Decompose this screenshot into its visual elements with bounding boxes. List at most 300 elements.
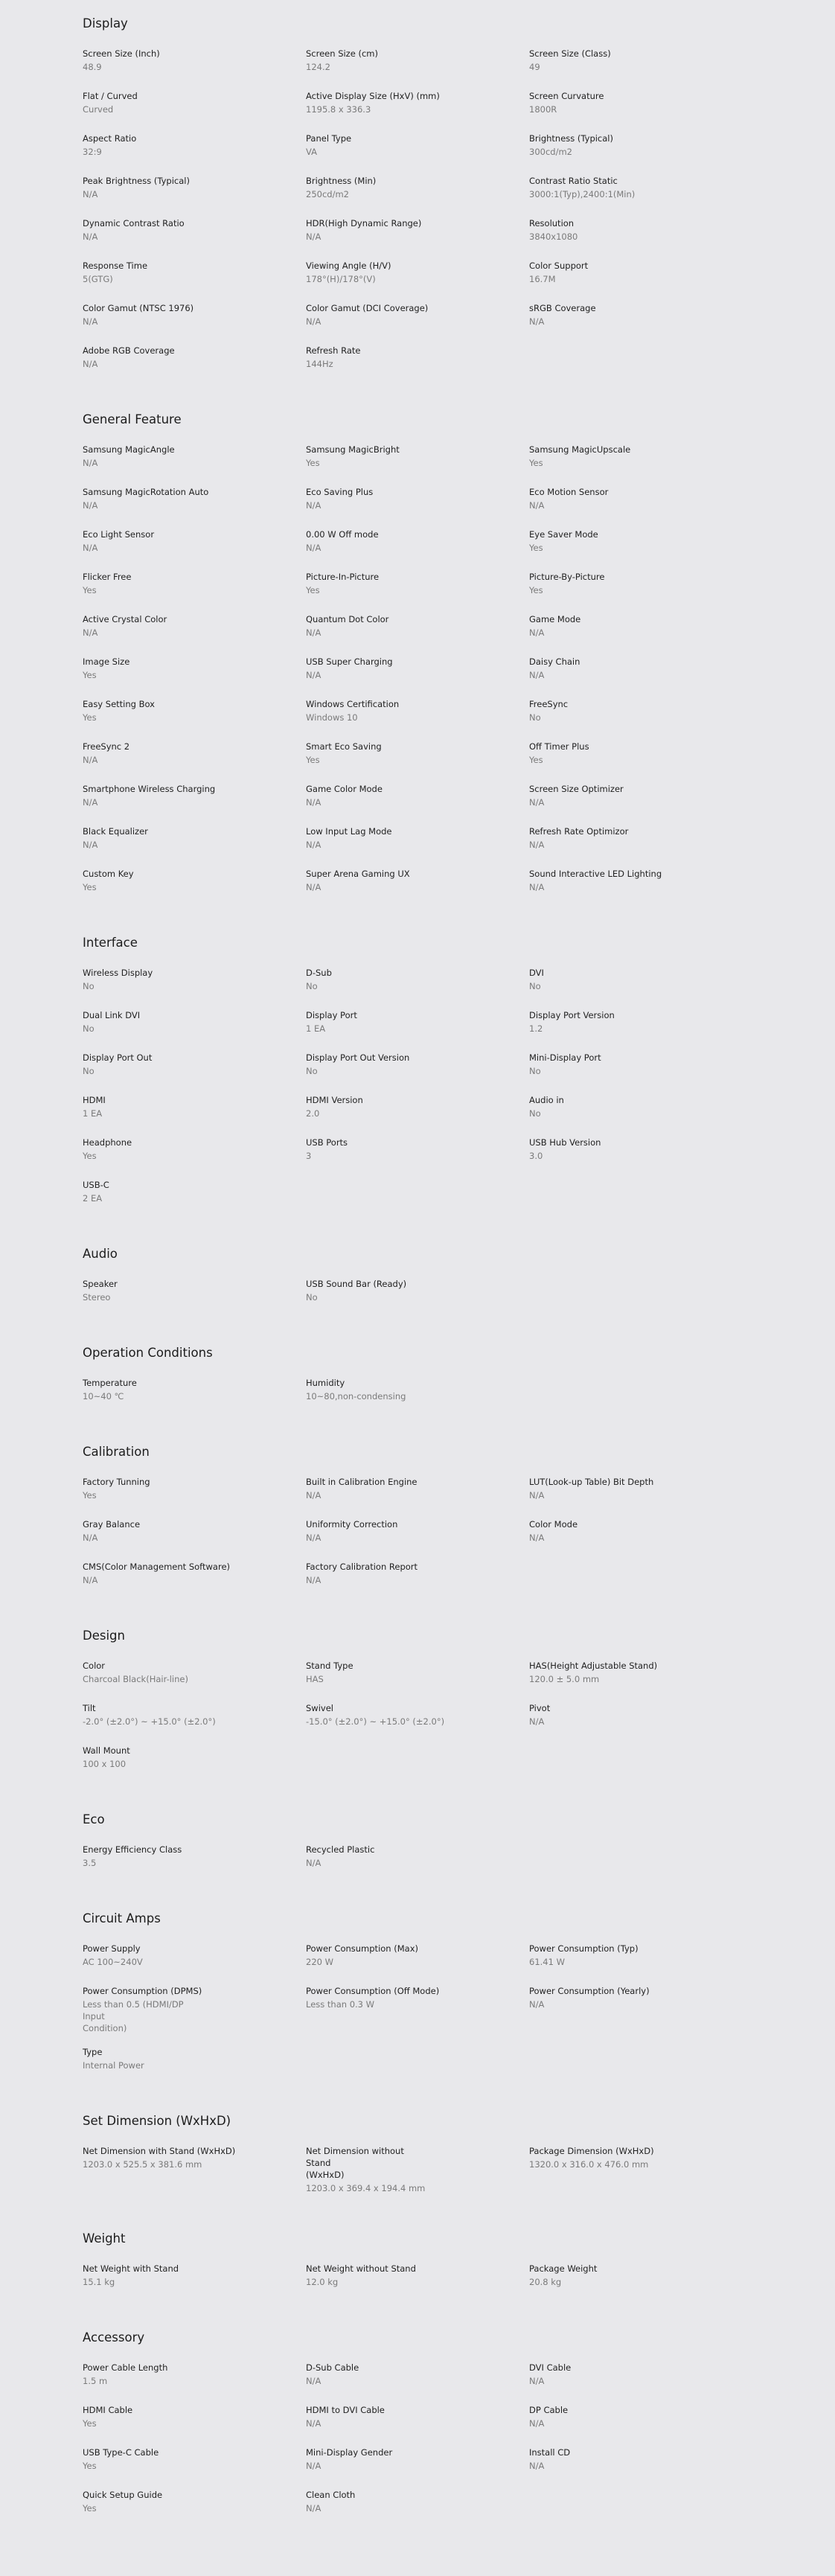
spec-item xyxy=(306,132,529,163)
spec-item xyxy=(306,175,529,205)
spec-label: Factory Calibration Report xyxy=(306,1562,418,1572)
spec-label: Black Equalizer xyxy=(83,826,148,837)
spec-label: Display Port xyxy=(306,1010,357,1020)
spec-label: Power Consumption (Max) xyxy=(306,1943,418,1954)
spec-item xyxy=(529,825,752,856)
spec-label: Adobe RGB Coverage xyxy=(83,345,175,356)
spec-label: Headphone xyxy=(83,1137,132,1148)
spec-item xyxy=(306,260,529,290)
spec-value: 20.8 kg xyxy=(529,2277,562,2287)
spec-value: N/A xyxy=(529,316,545,327)
spec-grid xyxy=(83,1377,752,1419)
spec-value: N/A xyxy=(306,500,321,511)
spec-item xyxy=(83,1844,306,1874)
spec-grid xyxy=(83,2263,752,2305)
spec-label: Windows Certification xyxy=(306,699,400,709)
spec-item xyxy=(306,825,529,856)
spec-label: Picture-By-Picture xyxy=(529,572,605,582)
spec-item xyxy=(83,1476,306,1506)
spec-label: Eye Saver Mode xyxy=(529,529,598,540)
spec-label: USB Ports xyxy=(306,1137,348,1148)
spec-value: N/A xyxy=(529,2376,545,2386)
spec-label: Contrast Ratio Static xyxy=(529,176,618,186)
spec-value: N/A xyxy=(306,2376,321,2386)
spec-item xyxy=(529,528,752,559)
spec-label: Samsung MagicBright xyxy=(306,444,400,455)
spec-value: N/A xyxy=(83,543,98,553)
spec-value: 16.7M xyxy=(529,274,556,284)
spec-label: FreeSync 2 xyxy=(83,741,130,752)
spec-label: Type xyxy=(83,2047,103,2057)
spec-label: Brightness (Min) xyxy=(306,176,377,186)
spec-item xyxy=(306,1943,529,1973)
spec-value: 3.0 xyxy=(529,1151,543,1161)
spec-value: N/A xyxy=(306,1490,321,1500)
spec-label: Custom Key xyxy=(83,869,134,879)
spec-item xyxy=(83,217,306,248)
spec-label: Humidity xyxy=(306,1378,345,1388)
spec-item xyxy=(306,48,529,78)
spec-label: Net Dimension without Stand (WxHxD) xyxy=(306,2146,404,2180)
spec-item xyxy=(306,528,529,559)
spec-item xyxy=(83,2263,306,2293)
spec-item xyxy=(83,2145,306,2194)
section-title: Weight xyxy=(83,2231,126,2246)
spec-label: sRGB Coverage xyxy=(529,303,596,313)
spec-value: Internal Power xyxy=(83,2060,144,2071)
spec-item xyxy=(529,1476,752,1506)
spec-item xyxy=(529,175,752,205)
spec-value: N/A xyxy=(83,189,98,199)
spec-value: N/A xyxy=(83,755,98,765)
spec-value: N/A xyxy=(306,543,321,553)
spec-label: Package Dimension (WxHxD) xyxy=(529,2146,654,2156)
spec-label: Image Size xyxy=(83,656,130,667)
spec-item xyxy=(529,486,752,517)
spec-value: N/A xyxy=(529,840,545,850)
spec-value: N/A xyxy=(306,316,321,327)
section-title: Eco xyxy=(83,1812,105,1826)
spec-value: 1203.0 x 525.5 x 381.6 mm xyxy=(83,2159,202,2170)
spec-item xyxy=(306,1561,529,1591)
spec-value: No xyxy=(306,1292,318,1303)
spec-value: 1800R xyxy=(529,104,557,115)
spec-item xyxy=(83,783,306,814)
spec-label: HDMI xyxy=(83,1095,106,1105)
spec-grid xyxy=(83,1476,752,1603)
spec-item xyxy=(529,302,752,333)
spec-value: 1203.0 x 369.4 x 194.4 mm xyxy=(306,2183,426,2193)
spec-item xyxy=(83,2046,306,2077)
spec-value: Yes xyxy=(306,458,320,468)
spec-value: Yes xyxy=(83,882,97,892)
spec-value: N/A xyxy=(529,1716,545,1727)
spec-label: Net Weight with Stand xyxy=(83,2263,179,2274)
spec-value: Yes xyxy=(529,585,543,595)
spec-item xyxy=(83,1943,306,1973)
spec-value: 49 xyxy=(529,62,540,72)
spec-item xyxy=(83,260,306,290)
spec-value: N/A xyxy=(529,1490,545,1500)
spec-grid xyxy=(83,444,752,910)
spec-section-calibration xyxy=(83,1445,752,1603)
spec-item xyxy=(306,1660,529,1690)
spec-label: HDMI to DVI Cable xyxy=(306,2405,385,2415)
spec-label: Gray Balance xyxy=(83,1519,141,1530)
spec-item xyxy=(83,2489,306,2519)
spec-item xyxy=(529,2404,752,2435)
spec-item xyxy=(83,48,306,78)
spec-value: 120.0 ± 5.0 mm xyxy=(529,1674,600,1684)
spec-item xyxy=(83,2404,306,2435)
spec-item xyxy=(83,175,306,205)
spec-value: Yes xyxy=(306,755,320,765)
spec-item xyxy=(306,2145,529,2194)
spec-label: Pivot xyxy=(529,1703,551,1713)
spec-value: N/A xyxy=(306,627,321,638)
spec-label: Speaker xyxy=(83,1279,118,1289)
spec-label: Eco Saving Plus xyxy=(306,487,374,497)
spec-item xyxy=(306,2362,529,2392)
spec-section-display xyxy=(83,16,752,387)
spec-label: Game Mode xyxy=(529,614,581,624)
spec-label: Aspect Ratio xyxy=(83,133,137,144)
spec-item xyxy=(529,2145,752,2194)
spec-item xyxy=(83,444,306,474)
spec-item xyxy=(529,1052,752,1082)
spec-item xyxy=(306,613,529,644)
spec-item xyxy=(306,1052,529,1082)
section-title: Circuit Amps xyxy=(83,1911,161,1925)
spec-item xyxy=(83,2446,306,2477)
spec-label: Wireless Display xyxy=(83,968,153,978)
spec-value: N/A xyxy=(306,1575,321,1585)
spec-value: No xyxy=(529,1066,541,1076)
spec-label: Quantum Dot Color xyxy=(306,614,389,624)
spec-label: Display Port Version xyxy=(529,1010,615,1020)
spec-item xyxy=(306,2263,529,2293)
spec-item xyxy=(529,2362,752,2392)
spec-value: Less than 0.3 W xyxy=(306,1999,375,2010)
spec-item xyxy=(529,1985,752,2034)
spec-value: Curved xyxy=(83,104,114,115)
spec-label: Screen Size Optimizer xyxy=(529,784,624,794)
spec-item xyxy=(306,967,529,997)
spec-label: Clean Cloth xyxy=(306,2490,356,2500)
spec-item xyxy=(529,783,752,814)
spec-value: No xyxy=(83,1023,95,1034)
spec-value: 61.41 W xyxy=(529,1957,565,1967)
spec-value: Yes xyxy=(83,670,97,680)
spec-label: CMS(Color Management Software) xyxy=(83,1562,231,1572)
spec-label: DVI Cable xyxy=(529,2362,572,2373)
spec-value: 3 xyxy=(306,1151,312,1161)
spec-value: No xyxy=(529,1108,541,1119)
spec-label: Flicker Free xyxy=(83,572,132,582)
spec-item xyxy=(83,132,306,163)
spec-label: Swivel xyxy=(306,1703,333,1713)
spec-item xyxy=(83,90,306,121)
spec-item xyxy=(306,90,529,121)
spec-label: Energy Efficiency Class xyxy=(83,1844,182,1855)
spec-value: N/A xyxy=(83,627,98,638)
spec-label: Screen Size (Inch) xyxy=(83,48,160,59)
spec-grid xyxy=(83,967,752,1221)
spec-item xyxy=(83,486,306,517)
spec-value: N/A xyxy=(529,1533,545,1543)
spec-label: Power Consumption (Typ) xyxy=(529,1943,639,1954)
section-title: Audio xyxy=(83,1247,118,1261)
spec-value: 1 EA xyxy=(306,1023,326,1034)
spec-item xyxy=(306,444,529,474)
spec-label: Brightness (Typical) xyxy=(529,133,613,144)
spec-value: 1.2 xyxy=(529,1023,543,1034)
spec-value: No xyxy=(529,712,541,723)
spec-value: N/A xyxy=(306,840,321,850)
spec-grid xyxy=(83,48,752,387)
spec-label: Active Display Size (HxV) (mm) xyxy=(306,91,440,101)
spec-label: Screen Size (Class) xyxy=(529,48,611,59)
spec-item xyxy=(306,302,529,333)
spec-item xyxy=(83,741,306,771)
spec-label: Screen Size (cm) xyxy=(306,48,378,59)
spec-item xyxy=(83,1052,306,1082)
spec-label: USB Hub Version xyxy=(529,1137,601,1148)
spec-item xyxy=(83,1518,306,1549)
spec-value: N/A xyxy=(529,500,545,511)
section-title: Set Dimension (WxHxD) xyxy=(83,2114,231,2128)
spec-label: Power Consumption (DPMS) xyxy=(83,1986,202,1996)
spec-label: Eco Motion Sensor xyxy=(529,487,609,497)
spec-label: Refresh Rate xyxy=(306,345,361,356)
spec-section-general-feature xyxy=(83,412,752,910)
spec-value: 300cd/m2 xyxy=(529,147,572,157)
spec-label: Daisy Chain xyxy=(529,656,580,667)
spec-item xyxy=(529,260,752,290)
spec-label: Tilt xyxy=(83,1703,96,1713)
spec-value: No xyxy=(306,981,318,991)
spec-value: N/A xyxy=(306,797,321,808)
spec-item xyxy=(83,656,306,686)
spec-item xyxy=(529,571,752,601)
spec-value: AC 100~240V xyxy=(83,1957,143,1967)
spec-value: Yes xyxy=(83,585,97,595)
spec-value: 1 EA xyxy=(83,1108,103,1119)
spec-value: N/A xyxy=(83,1575,98,1585)
spec-grid xyxy=(83,2145,752,2206)
spec-item xyxy=(529,444,752,474)
spec-value: 10~40 ℃ xyxy=(83,1391,124,1402)
spec-label: HDR(High Dynamic Range) xyxy=(306,218,422,228)
spec-value: -15.0° (±2.0°) ~ +15.0° (±2.0°) xyxy=(306,1716,445,1727)
spec-item xyxy=(83,2362,306,2392)
spec-label: Easy Setting Box xyxy=(83,699,155,709)
spec-value: No xyxy=(83,981,95,991)
spec-value: 100 x 100 xyxy=(83,1759,127,1769)
spec-label: Mini-Display Port xyxy=(529,1052,601,1063)
spec-item xyxy=(529,1009,752,1040)
spec-label: FreeSync xyxy=(529,699,569,709)
spec-section-weight xyxy=(83,2231,752,2305)
spec-value: 1195.8 x 336.3 xyxy=(306,104,371,115)
spec-value: -2.0° (±2.0°) ~ +15.0° (±2.0°) xyxy=(83,1716,216,1727)
spec-item xyxy=(306,1377,529,1407)
spec-label: USB Sound Bar (Ready) xyxy=(306,1279,407,1289)
spec-value: N/A xyxy=(306,1858,321,1868)
spec-label: Picture-In-Picture xyxy=(306,572,380,582)
spec-value: 1320.0 x 316.0 x 476.0 mm xyxy=(529,2159,649,2170)
spec-label: Power Consumption (Yearly) xyxy=(529,1986,650,1996)
spec-item xyxy=(83,345,306,375)
spec-grid xyxy=(83,1844,752,1886)
spec-label: Panel Type xyxy=(306,133,352,144)
spec-value: Less than 0.5 (HDMI/DP Input Condition) xyxy=(83,1999,184,2033)
spec-item xyxy=(306,1476,529,1506)
spec-value: 250cd/m2 xyxy=(306,189,349,199)
spec-label: DP Cable xyxy=(529,2405,569,2415)
spec-value: 2 EA xyxy=(83,1193,103,1204)
spec-value: N/A xyxy=(306,2503,321,2513)
spec-label: Quick Setup Guide xyxy=(83,2490,163,2500)
spec-item xyxy=(306,1094,529,1125)
spec-value: HAS xyxy=(306,1674,324,1684)
spec-item xyxy=(306,1518,529,1549)
spec-item xyxy=(306,741,529,771)
spec-label: D-Sub Cable xyxy=(306,2362,359,2373)
spec-section-operation-conditions xyxy=(83,1346,752,1419)
spec-item xyxy=(83,1985,306,2034)
spec-label: USB Super Charging xyxy=(306,656,393,667)
spec-item xyxy=(83,1561,306,1591)
spec-label: Samsung MagicRotation Auto xyxy=(83,487,209,497)
spec-label: Low Input Lag Mode xyxy=(306,826,392,837)
spec-label: Color Mode xyxy=(529,1519,578,1530)
spec-item xyxy=(529,656,752,686)
spec-grid xyxy=(83,1943,752,2088)
spec-label: Smartphone Wireless Charging xyxy=(83,784,216,794)
spec-item xyxy=(306,868,529,898)
spec-value: Charcoal Black(Hair-line) xyxy=(83,1674,188,1684)
spec-value: Yes xyxy=(83,2503,97,2513)
spec-label: USB Type-C Cable xyxy=(83,2447,159,2458)
spec-item xyxy=(529,741,752,771)
spec-label: Active Crystal Color xyxy=(83,614,167,624)
spec-label: Refresh Rate Optimizor xyxy=(529,826,629,837)
spec-item xyxy=(83,1009,306,1040)
spec-value: N/A xyxy=(529,2418,545,2429)
spec-item xyxy=(83,1745,306,1775)
spec-value: 3840x1080 xyxy=(529,231,578,242)
spec-value: 220 W xyxy=(306,1957,333,1967)
spec-label: Screen Curvature xyxy=(529,91,604,101)
section-title: General Feature xyxy=(83,412,182,426)
spec-item xyxy=(83,825,306,856)
section-title: Calibration xyxy=(83,1445,150,1459)
spec-label: Package Weight xyxy=(529,2263,598,2274)
section-title: Accessory xyxy=(83,2330,145,2345)
spec-item xyxy=(529,2263,752,2293)
spec-label: Off Timer Plus xyxy=(529,741,589,752)
spec-item xyxy=(529,1660,752,1690)
spec-label: Sound Interactive LED Lighting xyxy=(529,869,662,879)
spec-value: 144Hz xyxy=(306,359,333,369)
spec-value: N/A xyxy=(83,316,98,327)
spec-item xyxy=(529,967,752,997)
spec-label: HDMI Version xyxy=(306,1095,363,1105)
spec-section-audio xyxy=(83,1247,752,1320)
spec-value: 178°(H)/178°(V) xyxy=(306,274,376,284)
spec-value: No xyxy=(83,1066,95,1076)
spec-item xyxy=(306,2404,529,2435)
spec-item xyxy=(306,2489,529,2519)
spec-item xyxy=(83,1660,306,1690)
spec-value: 15.1 kg xyxy=(83,2277,115,2287)
spec-label: Color Gamut (DCI Coverage) xyxy=(306,303,429,313)
spec-item xyxy=(529,90,752,121)
spec-item xyxy=(306,571,529,601)
spec-value: N/A xyxy=(529,1999,545,2010)
spec-item xyxy=(306,486,529,517)
spec-label: D-Sub xyxy=(306,968,332,978)
spec-value: 48.9 xyxy=(83,62,102,72)
spec-grid xyxy=(83,2362,752,2531)
spec-item xyxy=(83,1702,306,1733)
spec-label: Smart Eco Saving xyxy=(306,741,382,752)
spec-value: N/A xyxy=(306,2418,321,2429)
spec-value: 3000:1(Typ),2400:1(Min) xyxy=(529,189,636,199)
spec-value: Yes xyxy=(83,2418,97,2429)
spec-item xyxy=(306,217,529,248)
spec-label: USB-C xyxy=(83,1180,109,1190)
spec-value: N/A xyxy=(306,882,321,892)
spec-item xyxy=(306,1137,529,1167)
spec-label: Display Port Out xyxy=(83,1052,153,1063)
spec-value: VA xyxy=(306,147,317,157)
spec-item xyxy=(529,1518,752,1549)
spec-value: Yes xyxy=(83,1490,97,1500)
spec-value: 124.2 xyxy=(306,62,330,72)
spec-value: Yes xyxy=(529,543,543,553)
spec-value: Yes xyxy=(306,585,320,595)
spec-item xyxy=(529,698,752,729)
spec-label: Dual Link DVI xyxy=(83,1010,141,1020)
spec-value: N/A xyxy=(83,840,98,850)
spec-value: N/A xyxy=(83,231,98,242)
spec-item xyxy=(306,1009,529,1040)
spec-value: Windows 10 xyxy=(306,712,358,723)
spec-label: Response Time xyxy=(83,261,148,271)
spec-item xyxy=(306,1985,529,2034)
spec-section-circuit-amps xyxy=(83,1911,752,2088)
spec-label: Built in Calibration Engine xyxy=(306,1477,418,1487)
spec-label: Factory Tunning xyxy=(83,1477,150,1487)
spec-value: 3.5 xyxy=(83,1858,97,1868)
spec-item xyxy=(83,1278,306,1308)
spec-item xyxy=(529,132,752,163)
spec-value: 12.0 kg xyxy=(306,2277,339,2287)
spec-value: Yes xyxy=(83,1151,97,1161)
spec-section-interface xyxy=(83,936,752,1221)
spec-value: N/A xyxy=(529,882,545,892)
spec-grid xyxy=(83,1660,752,1787)
spec-item xyxy=(83,698,306,729)
spec-value: Yes xyxy=(529,458,543,468)
spec-value: 5(GTG) xyxy=(83,274,113,284)
spec-value: Yes xyxy=(83,2461,97,2471)
spec-item xyxy=(306,656,529,686)
spec-label: Net Dimension with Stand (WxHxD) xyxy=(83,2146,236,2156)
spec-item xyxy=(529,1943,752,1973)
